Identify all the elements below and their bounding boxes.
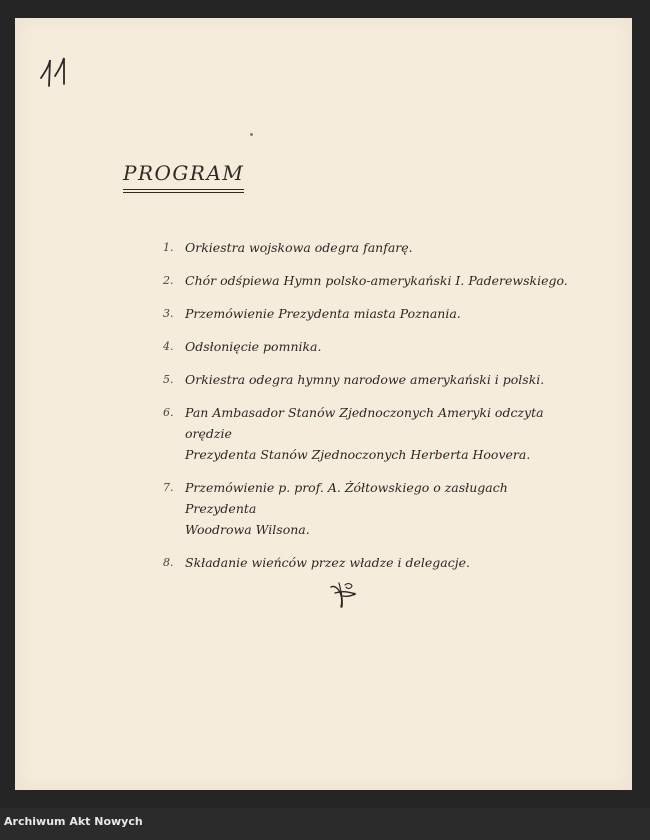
program-item-text: Pan Ambasador Stanów Zjednoczonych Ameryki odczyta orędzie Prezydenta Stanów Zjednoczonych Herberta Hoovera.: [185, 405, 544, 462]
paper-mark: [250, 133, 253, 136]
program-item: [163, 336, 583, 357]
program-list: [163, 237, 583, 585]
program-item-number: 4.: [163, 340, 174, 353]
program-item-number: 2.: [163, 274, 174, 287]
program-item-text: Orkiestra wojskowa odegra fanfarę.: [185, 240, 413, 255]
program-item-text: Odsłonięcie pomnika.: [185, 339, 322, 354]
program-item: [163, 369, 583, 390]
archive-label: Archiwum Akt Nowych: [4, 815, 143, 828]
document-page: [15, 18, 632, 790]
program-item: [163, 477, 583, 540]
program-item-text: Przemówienie Prezydenta miasta Poznania.: [185, 306, 461, 321]
page-title: PROGRAM: [123, 161, 244, 190]
program-item-number: 8.: [163, 556, 174, 569]
program-item-text: Składanie wieńców przez władze i delegacje.: [185, 555, 471, 570]
program-item: [163, 237, 583, 258]
program-item-text: Chór odśpiewa Hymn polsko-amerykański I. Paderewskiego.: [185, 273, 568, 288]
program-item: [163, 402, 583, 465]
ornament-glyph: [327, 577, 359, 611]
program-item-text: Orkiestra odegra hymny narodowe amerykański i polski.: [185, 372, 545, 387]
program-item-number: 1.: [163, 241, 174, 254]
ornament-icon: [327, 577, 359, 611]
program-item-number: 7.: [163, 481, 174, 494]
handwritten-page-number: [37, 54, 77, 94]
program-item-number: 6.: [163, 406, 174, 419]
program-item: [163, 270, 583, 291]
handwritten-page-number-mark: [37, 54, 77, 94]
program-item: [163, 303, 583, 324]
program-item-number: 3.: [163, 307, 174, 320]
program-item-number: 5.: [163, 373, 174, 386]
program-item: [163, 552, 583, 573]
program-item-text: Przemówienie p. prof. A. Żółtowskiego o zasługach Prezydenta Woodrowa Wilsona.: [185, 480, 508, 537]
